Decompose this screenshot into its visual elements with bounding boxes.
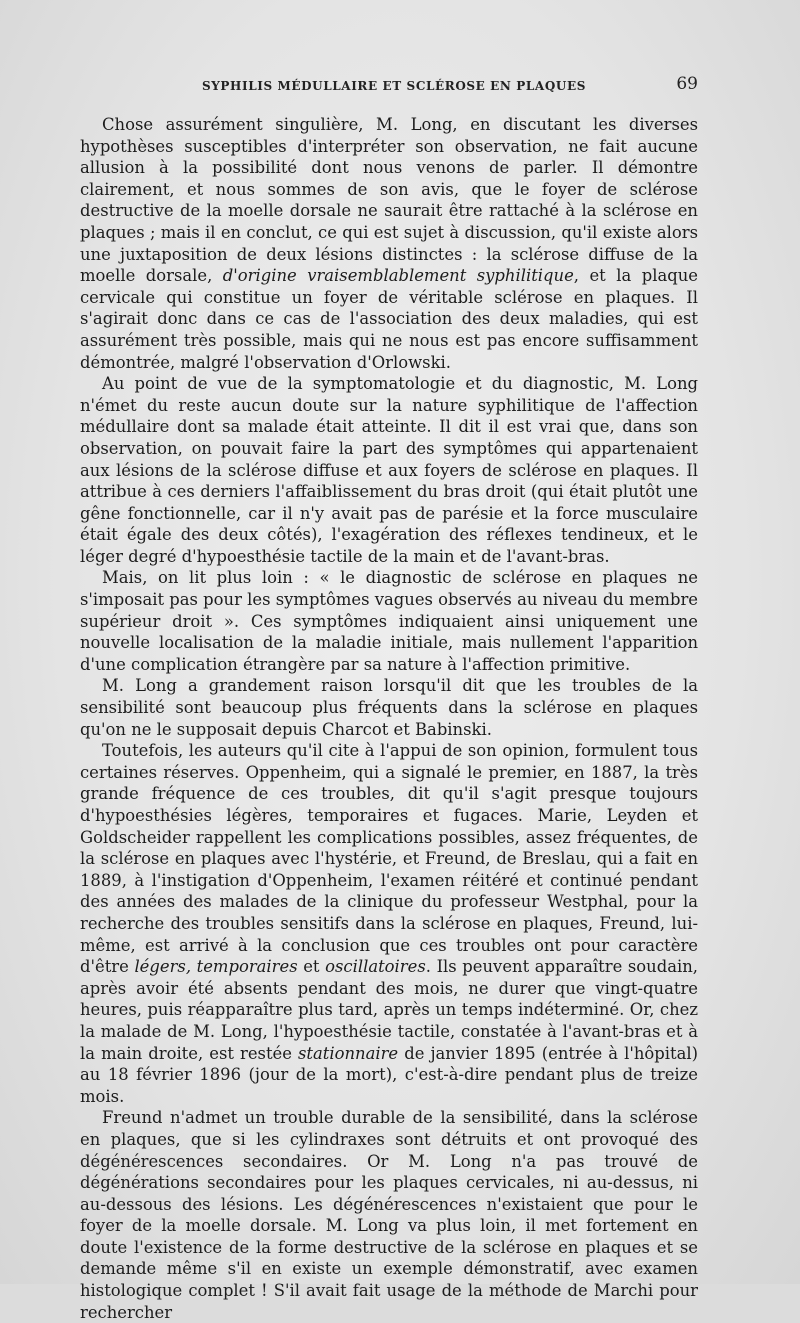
paragraph <box>80 675 698 740</box>
italic-phrase: oscillatoires <box>325 957 426 977</box>
text-span: . Ils peuvent apparaître soudain, après avoir été absents pendant des mois, ne durer que vingt-quatre heures, puis réapparaître plus tard, après un temps indéterminé. Or, chez la malade de M. Long, l'hypoesthésie tactile, constatée à l'avant-bras et à la main droite, est restée <box>80 957 698 1063</box>
text-span: Freund n'admet un trouble durable de la sensibilité, dans la sclérose en plaques, que si les cylindraxes sont détruits et ont provoqué des dégénérescences secondaires. Or M. Long n'a pas trouvé de dégénérations secondaires pour les plaques cervicales, ni au-dessus, ni au-dessous des lésions. Les dégénérescences n'existaient que pour le foyer de la moelle dorsale. M. Long va plus loin, il met fortement en doute l'existence de la forme destructive de la sclérose en plaques et se demande même s'il en existe un exemple démonstratif, avec examen histologique complet ! S'il avait fait usage de la méthode de Marchi pour rechercher <box>80 1108 698 1322</box>
page-header <box>100 74 698 98</box>
italic-phrase: légers, temporaires <box>134 957 298 977</box>
text-span: M. Long a grandement raison lorsqu'il dit que les troubles de la sensibilité sont beaucoup plus fréquents dans la sclérose en plaques qu'on ne le supposait depuis Charcot et Babinski. <box>80 676 698 739</box>
italic-phrase: stationnaire <box>298 1043 399 1063</box>
paragraph <box>80 373 698 567</box>
paragraph <box>80 1107 698 1323</box>
text-span: Chose assurément singulière, M. Long, en discutant les diverses hypothèses susceptibles d'interpréter son observation, ne fait aucune allusion à la possibilité dont nous venons de parler. Il démontre clairement, et nous sommes de son avis, que le foyer de sclérose destructive de la moelle dorsale ne saurait être rattaché à la sclérose en plaques ; mais il en conclut, ce qui est sujet à discussion, qu'il existe alors une juxtaposition de deux lésions distinctes : la sclérose diffuse de la moelle dorsale, <box>80 115 698 286</box>
text-span: Au point de vue de la symptomatologie et du diagnostic, M. Long n'émet du reste aucun doute sur la nature syphilitique de l'affection médullaire dont sa malade était atteinte. Il dit il est vrai que, dans son observation, on pouvait faire la part des symptômes qui appartenaient aux lésions de la sclérose diffuse et aux foyers de sclérose en plaques. Il attribue à ces derniers l'affaiblissement du bras droit (qui était plutôt une gêne fonctionnelle, car il n'y avait pas de parésie et la force musculaire était égale des deux côtés), l'exagération des réflexes tendineux, et le léger degré d'hypoesthésie tactile de la main et de l'avant-bras. <box>80 374 698 566</box>
paragraph <box>80 114 698 373</box>
running-title: SYPHILIS MÉDULLAIRE ET SCLÉROSE EN PLAQUES <box>202 79 586 93</box>
text-span: , et la plaque cervicale qui constitue un foyer de véritable sclérose en plaques. Il s'agirait donc dans ce cas de l'association des deux maladies, qui est assurément très possible, mais qui ne nous est pas encore suffisamment démontrée, malgré l'observation d'Orlowski. <box>80 266 698 372</box>
text-span: Toutefois, les auteurs qu'il cite à l'appui de son opinion, formulent tous certaines réserves. Oppenheim, qui a signalé le premier, en 1887, la très grande fréquence de ces troubles, dit qu'il s'agit presque toujours d'hypoesthésies légères, temporaires et fugaces. Marie, Leyden et Goldscheider rappellent les complications possibles, assez fréquentes, de la sclérose en plaques avec l'hystérie, et Freund, de Breslau, qui a fait en 1889, à l'instigation d'Oppenheim, l'examen réitéré et continué pendant des années des malades de la clinique du professeur Westphal, pour la recherche des troubles sensitifs dans la sclérose en plaques, Freund, lui-même, est arrivé à la conclusion que ces troubles ont pour caractère d'être <box>80 741 698 977</box>
text-span: de janvier 1895 (entrée à l'hôpital) au 18 février 1896 (jour de la mort), c'est-à-dire pendant plus de treize mois. <box>80 1043 698 1106</box>
text-span: et <box>297 957 326 977</box>
body-text <box>80 114 698 1323</box>
paragraph <box>80 740 698 1107</box>
text-span: Mais, on lit plus loin : « le diagnostic de sclérose en plaques ne s'imposait pas pour les symptômes vagues observés au niveau du membre supérieur droit ». Ces symptômes indiquaient ainsi uniquement une nouvelle localisation de la maladie initiale, mais nullement l'apparition d'une complication étrangère par sa nature à l'affection primitive. <box>80 568 698 674</box>
italic-phrase: d'origine vraisemblablement syphilitique <box>222 266 574 286</box>
paragraph <box>80 567 698 675</box>
page-number: 69 <box>676 74 698 94</box>
